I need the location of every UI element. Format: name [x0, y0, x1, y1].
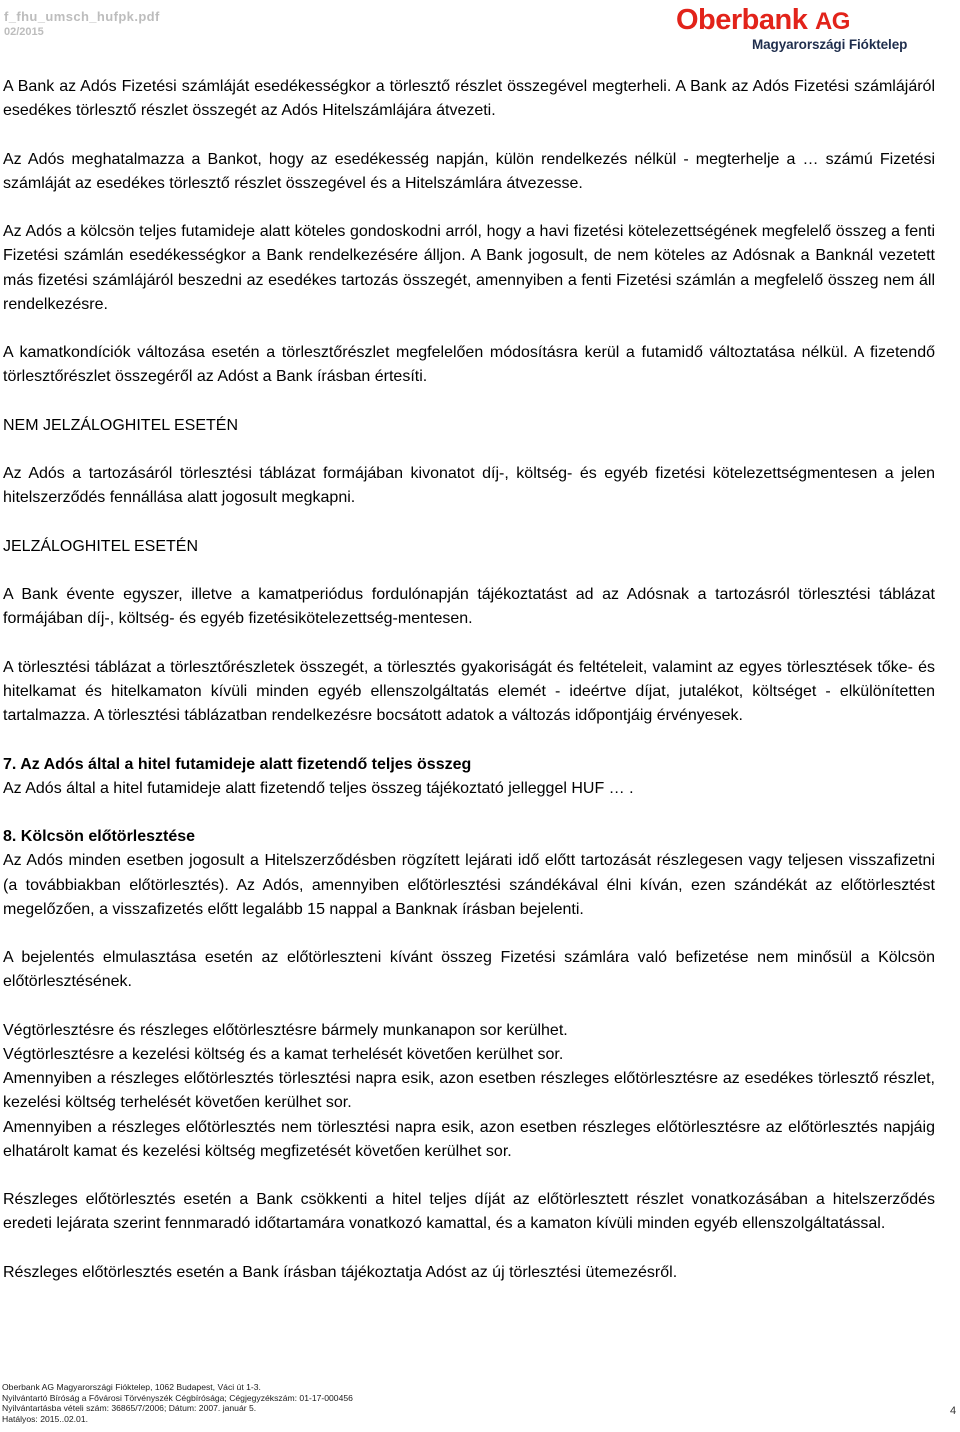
heading-mortgage: JELZÁLOGHITEL ESETÉN — [3, 537, 199, 555]
paragraph-schedule-content: A törlesztési táblázat a törlesztőrészletek összegét, a törlesztés gyakoriságát és feltételeit, valamint az egyes törlesztések tőke- és hitelkamat és hitelkamaton kívüli minden egyéb ellenszolgáltatás elemét - ideértve díjat, jutalékot, költséget - elkülönítetten tartalmazza. A törlesztési táblázatban rendelkezésre bocsátott adatok a változás időpontjáig érvényesek. — [3, 658, 935, 725]
document-body — [3, 75, 935, 1285]
paragraph-partial-on-due-date: Amennyiben a részleges előtörlesztés törlesztési napra esik, azon esetben részleges előtörlesztésre az esedékes törlesztő részlet, kezelési költség terhelését követően kerülhet sor. — [3, 1070, 935, 1112]
page-footer — [2, 1382, 353, 1424]
paragraph-prepayment-right: Az Adós minden esetben jogosult a Hitelszerződésben rögzített lejárati idő előtt tartozását részlegesen vagy teljesen visszafizetni (a továbbiakban előtörlesztés). Az Adós, amennyiben előtörlesztési szándékával élni kíván, ezen szándékát az előtörlesztést megelőzően, a visszafizetés előtt legalább 15 nappal a Banknak írásban bejelenti. — [3, 852, 935, 918]
paragraph-cost-reduction: Részleges előtörlesztés esetén a Bank csökkenti a hitel teljes díját az előtörlesztett részlet vonatkozásában a hitelszerződés eredeti lejárata szerint fennmaradó időtartamára vonatkozó kamattal, és a kamaton kívüli minden egyéb ellenszolgáltatással. — [3, 1191, 935, 1233]
paragraph-annual-info: A Bank évente egyszer, illetve a kamatperiódus fordulónapján tájékoztatást ad az Adósnak a tartozásról törlesztési táblázat formájában díj-, költség- és egyéb fizetésikötelezettség-mentesen. — [3, 586, 935, 628]
paragraph-any-workday: Végtörlesztésre és részleges előtörlesztésre bármely munkanapon sor kerülhet. — [3, 1021, 568, 1039]
paragraph-non-mortgage: Az Adós a tartozásáról törlesztési táblázat formájában kivonatot díj-, költség- és egyéb fizetési kötelezettségmentesen a jelen hitelszerződés fennállása alatt jogosult megkapni. — [3, 465, 935, 507]
footer-registry-court: Nyilvántartó Bíróság a Fővárosi Törvényszék Cégbírósága; Cégjegyzékszám: 01-17-000456 — [2, 1392, 353, 1403]
logo-name: Oberbank — [676, 4, 808, 36]
paragraph-debit: A Bank az Adós Fizetési számláját esedékességkor a törlesztő részlet összegével megterheli. A Bank az Adós Fizetési számlájáról esedékes törlesztő részlet összegét az Adós Hitelszámlájára átvezeti. — [3, 78, 935, 120]
paragraph-new-schedule: Részleges előtörlesztés esetén a Bank írásban tájékoztatja Adóst az új törlesztési ütemezésről. — [3, 1263, 678, 1281]
footer-address: Oberbank AG Magyarországi Fióktelep, 1062 Budapest, Váci út 1-3. — [2, 1382, 261, 1392]
heading-non-mortgage: NEM JELZÁLOGHITEL ESETÉN — [3, 416, 239, 434]
paragraph-partial-off-due-date: Amennyiben a részleges előtörlesztés nem törlesztési napra esik, azon esetben részleges előtörlesztésre az előtörlesztés napjáig elhatárolt kamat és kezelési költség megfizetését követően kerülhet sor. — [3, 1118, 935, 1160]
logo-wordmark — [676, 4, 850, 38]
footer-effective-date: Hatályos: 2015..02.01. — [2, 1413, 88, 1424]
oberbank-logo — [676, 4, 946, 56]
section-heading-7: 7. Az Adós által a hitel futamideje alatt fizetendő teljes összeg — [3, 755, 472, 773]
logo-subtitle: Magyarországi Fióktelep — [752, 37, 908, 52]
paragraph-obligation: Az Adós a kölcsön teljes futamideje alatt köteles gondoskodni arról, hogy a havi fizetési kötelezettségének megfelelő összeg a fenti Fizetési számlán esedékességkor a Bank rendelkezésére álljon. A Bank jogosult, de nem köteles az Adósnak a Banknál vezetett más fizetési számlájáról beszedni az esedékes tartozás összegét, amennyiben a fenti Fizetési számlán a megfelelő összeg nem áll rendelkezésre. — [3, 223, 935, 313]
logo-suffix: AG — [814, 8, 850, 35]
paragraph-interest-change: A kamatkondíciók változása esetén a törlesztőrészlet megfelelően módosításra kerül a futamidő változtatása nélkül. A fizetendő törlesztőrészlet összegéről az Adóst a Bank írásban értesíti. — [3, 344, 935, 386]
section-heading-8: 8. Kölcsön előtörlesztése — [3, 828, 196, 846]
document-date: 02/2015 — [4, 26, 44, 38]
paragraph-authorization: Az Adós meghatalmazza a Bankot, hogy az esedékesség napján, külön rendelkezés nélkül - megterhelje a … számú Fizetési számláját az esedékes törlesztő részlet összegével és a Hitelszámlára átvezesse. — [3, 150, 935, 192]
paragraph-total-amount: Az Adós által a hitel futamideje alatt fizetendő teljes összeg tájékoztató jelleggel HUF … . — [3, 779, 634, 797]
paragraph-final-repayment: Végtörlesztésre a kezelési költség és a kamat terhelését követően kerülhet sor. — [3, 1045, 564, 1063]
footer-registration-number: Nyilvántartásba vételi szám: 36865/7/2006; Dátum: 2007. január 5. — [2, 1403, 257, 1414]
paragraph-missed-notice: A bejelentés elmulasztása esetén az előtörleszteni kívánt összeg Fizetési számlára való befizetése nem minősül a Kölcsön előtörlesztésének. — [3, 949, 935, 991]
document-filename: f_fhu_umsch_hufpk.pdf — [4, 9, 160, 24]
page-number: 4 — [950, 1405, 957, 1417]
